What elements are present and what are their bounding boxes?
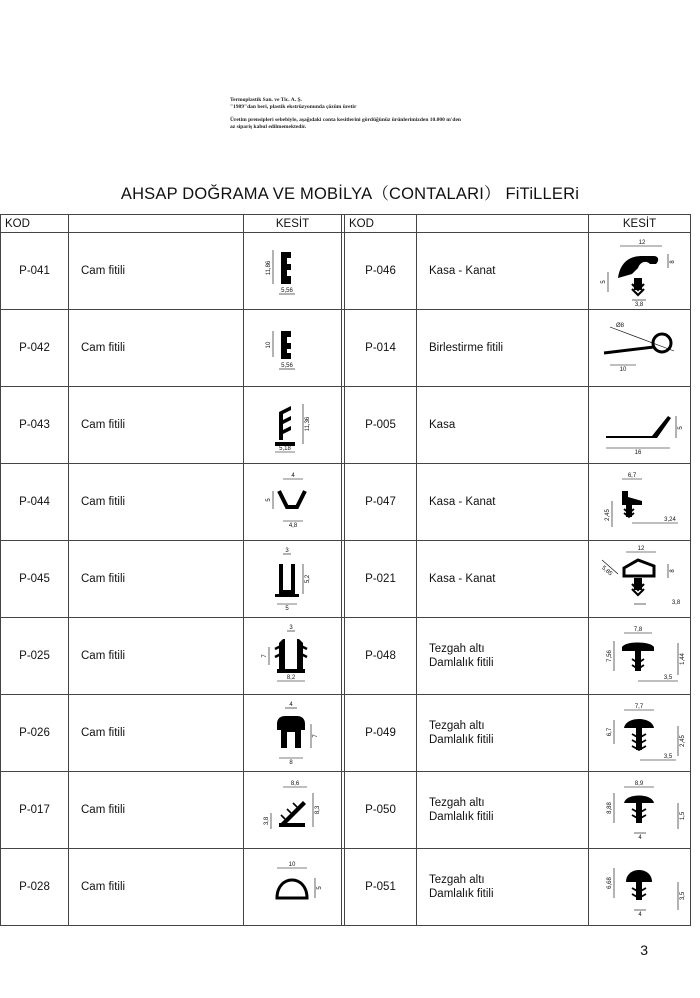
table-row — [1, 387, 691, 464]
cross-section-cell — [589, 849, 691, 926]
table-row — [1, 618, 691, 695]
svg-text:10: 10 — [265, 341, 272, 349]
cross-section-cell — [589, 387, 691, 464]
svg-text:7,56: 7,56 — [606, 650, 613, 662]
column-header-description-right — [417, 215, 589, 233]
svg-text:8: 8 — [669, 569, 676, 573]
svg-text:7: 7 — [312, 734, 319, 738]
svg-text:Ø8: Ø8 — [615, 323, 624, 329]
svg-text:3,5: 3,5 — [663, 675, 672, 681]
svg-text:6,7: 6,7 — [627, 473, 636, 479]
svg-text:4: 4 — [290, 473, 295, 479]
company-tagline: "1989"dan beri, plastik ekstrüzyonunda çözüm üretir — [230, 104, 357, 110]
cross-section-cell — [589, 772, 691, 849]
profile-p005-drawing — [590, 388, 690, 462]
profile-p049-drawing — [590, 696, 690, 770]
svg-text:8,88: 8,88 — [606, 802, 613, 814]
svg-text:8,3: 8,3 — [314, 805, 321, 815]
svg-text:5: 5 — [284, 606, 289, 612]
product-description: Cam fitili — [69, 233, 244, 310]
svg-text:8: 8 — [288, 760, 293, 766]
company-header — [230, 97, 461, 131]
svg-text:1,44: 1,44 — [679, 653, 686, 665]
svg-text:8: 8 — [669, 260, 676, 264]
svg-text:8,9: 8,9 — [634, 781, 643, 787]
product-description: Kasa - Kanat — [417, 464, 589, 541]
product-description: Cam fitili — [69, 464, 244, 541]
svg-text:11,86: 11,86 — [265, 260, 272, 276]
profile-p041-drawing — [245, 234, 341, 308]
cross-section-cell — [589, 541, 691, 618]
svg-text:3,5: 3,5 — [663, 754, 672, 760]
svg-text:3,24: 3,24 — [663, 517, 676, 523]
svg-text:5,56: 5,56 — [280, 363, 293, 369]
svg-text:8,6: 8,6 — [290, 781, 299, 787]
product-description: Cam fitili — [69, 541, 244, 618]
svg-text:2,45: 2,45 — [604, 509, 611, 521]
cross-section-cell — [589, 233, 691, 310]
svg-text:12: 12 — [637, 546, 644, 552]
column-header-section-right: KESİT — [589, 215, 691, 233]
table-row — [1, 695, 691, 772]
column-header-code: KOD — [1, 215, 69, 233]
product-code: P-047 — [345, 464, 417, 541]
table-row — [1, 310, 691, 387]
cross-section-cell — [589, 464, 691, 541]
profile-p048-drawing — [590, 619, 690, 693]
product-description: Cam fitili — [69, 849, 244, 926]
product-description: Birlestirme fitili — [417, 310, 589, 387]
product-description: Kasa - Kanat — [417, 233, 589, 310]
profile-p043-drawing — [245, 388, 341, 462]
product-code: P-049 — [345, 695, 417, 772]
svg-text:3,8: 3,8 — [634, 302, 643, 308]
cross-section-cell — [244, 618, 342, 695]
product-code: P-017 — [1, 772, 69, 849]
table-row — [1, 541, 691, 618]
svg-text:3,8: 3,8 — [263, 816, 270, 826]
svg-text:11,36: 11,36 — [304, 416, 311, 432]
product-description: Kasa — [417, 387, 589, 464]
cross-section-cell — [244, 387, 342, 464]
profile-catalog-table — [0, 214, 691, 926]
svg-text:5,2: 5,2 — [304, 574, 311, 584]
profile-p017-drawing — [245, 773, 341, 847]
product-code: P-048 — [345, 618, 417, 695]
profile-p044-drawing — [245, 465, 341, 539]
column-header-description — [69, 215, 244, 233]
product-description: Tezgah altı Damlalık fitili — [417, 618, 589, 695]
cross-section-cell — [244, 310, 342, 387]
svg-text:1,5: 1,5 — [679, 811, 686, 821]
cross-section-cell — [244, 541, 342, 618]
cross-section-cell — [244, 849, 342, 926]
svg-text:5: 5 — [316, 886, 323, 890]
profile-p026-drawing — [245, 696, 341, 770]
product-code: P-026 — [1, 695, 69, 772]
svg-text:6,68: 6,68 — [606, 877, 613, 889]
svg-text:5,85: 5,85 — [599, 565, 613, 578]
cross-section-cell — [244, 695, 342, 772]
svg-text:10: 10 — [288, 862, 295, 868]
svg-text:4,8: 4,8 — [288, 523, 297, 529]
product-description: Cam fitili — [69, 387, 244, 464]
cross-section-cell — [589, 618, 691, 695]
cross-section-cell — [244, 464, 342, 541]
svg-text:3: 3 — [288, 625, 293, 631]
company-name: Termoplastik San. ve Tic. A. Ş. — [230, 97, 302, 103]
table-row — [1, 464, 691, 541]
product-code: P-050 — [345, 772, 417, 849]
product-description: Tezgah altı Damlalık fitili — [417, 849, 589, 926]
profile-p050-drawing — [590, 773, 690, 847]
table-header-row — [1, 215, 691, 233]
product-description: Cam fitili — [69, 695, 244, 772]
table-row — [1, 772, 691, 849]
product-code: P-051 — [345, 849, 417, 926]
profile-p047-drawing — [590, 465, 690, 539]
cross-section-cell — [244, 772, 342, 849]
svg-text:5: 5 — [265, 498, 272, 502]
cross-section-cell — [589, 310, 691, 387]
profile-p028-drawing — [245, 850, 341, 924]
profile-p045-drawing — [245, 542, 341, 616]
product-code: P-041 — [1, 233, 69, 310]
svg-text:5,56: 5,56 — [280, 288, 293, 294]
product-description: Kasa - Kanat — [417, 541, 589, 618]
svg-text:12: 12 — [638, 240, 645, 246]
product-code: P-021 — [345, 541, 417, 618]
cross-section-cell — [244, 233, 342, 310]
svg-text:3: 3 — [284, 548, 289, 554]
product-code: P-014 — [345, 310, 417, 387]
column-header-code-right: KOD — [345, 215, 417, 233]
product-code: P-043 — [1, 387, 69, 464]
product-code: P-025 — [1, 618, 69, 695]
product-description: Cam fitili — [69, 618, 244, 695]
svg-text:6,7: 6,7 — [606, 727, 613, 737]
page-title: AHSAP DOĞRAMA VE MOBİLYA（CONTALARI） FiTiLLERi — [120, 185, 580, 203]
column-header-section: KESİT — [244, 215, 342, 233]
page-number: 3 — [640, 942, 648, 958]
svg-text:3,8: 3,8 — [671, 600, 680, 606]
svg-text:2,45: 2,45 — [679, 735, 686, 747]
product-code: P-045 — [1, 541, 69, 618]
order-note-line-2: az sipariş kabul edilmemektedir. — [230, 124, 307, 130]
product-code: P-005 — [345, 387, 417, 464]
table-row — [1, 849, 691, 926]
product-code: P-028 — [1, 849, 69, 926]
svg-text:4: 4 — [637, 912, 642, 918]
svg-text:7,7: 7,7 — [634, 704, 643, 710]
product-code: P-042 — [1, 310, 69, 387]
profile-p051-drawing — [590, 850, 690, 924]
svg-text:5: 5 — [677, 426, 684, 430]
product-description: Cam fitili — [69, 772, 244, 849]
product-code: P-044 — [1, 464, 69, 541]
svg-text:3,5: 3,5 — [679, 891, 686, 901]
order-note-line-1: Üretim prensipleri sebebiyle, aşağıdaki conta kesitlerini gördüğünüz ürünlerimizden 10.000 m'den — [230, 117, 461, 123]
svg-text:16: 16 — [634, 450, 641, 456]
table-row — [1, 233, 691, 310]
svg-text:4: 4 — [637, 835, 642, 841]
product-description: Cam fitili — [69, 310, 244, 387]
cross-section-cell — [589, 695, 691, 772]
svg-text:5,18: 5,18 — [278, 446, 291, 452]
svg-text:7,8: 7,8 — [633, 627, 642, 633]
profile-p042-drawing — [245, 311, 341, 385]
svg-text:8,2: 8,2 — [286, 675, 295, 681]
profile-p046-drawing — [590, 234, 690, 308]
svg-text:4: 4 — [288, 702, 293, 708]
product-description: Tezgah altı Damlalık fitili — [417, 772, 589, 849]
profile-p014-drawing — [590, 311, 690, 385]
svg-text:10: 10 — [619, 367, 626, 373]
svg-text:7: 7 — [261, 654, 268, 658]
profile-p025-drawing — [245, 619, 341, 693]
product-code: P-046 — [345, 233, 417, 310]
svg-text:5: 5 — [600, 280, 607, 284]
product-description: Tezgah altı Damlalık fitili — [417, 695, 589, 772]
profile-p021-drawing — [590, 542, 690, 616]
